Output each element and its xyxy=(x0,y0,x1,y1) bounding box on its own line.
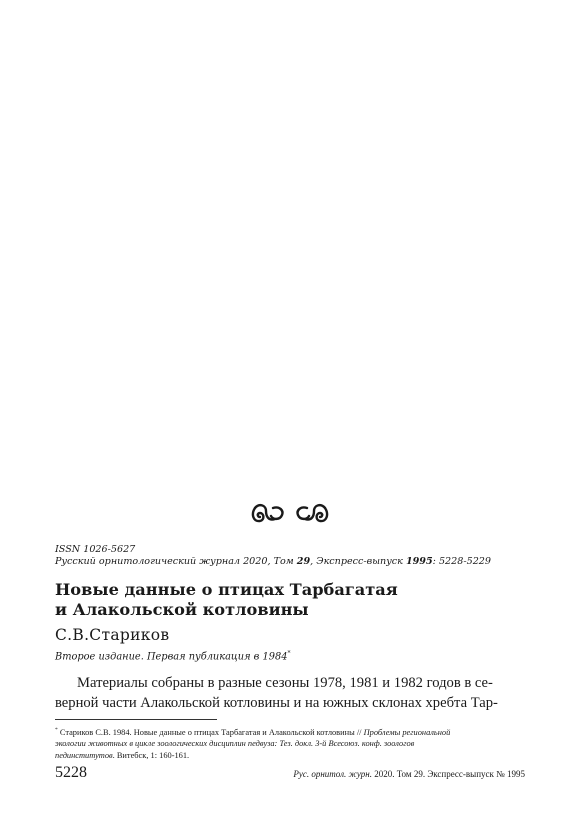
body-line: верной части Алакольской котловины и на южных склонах хребта Тар- xyxy=(55,695,498,711)
footnote-citation-plain: Стариков С.В. 1984. Новые данные о птицах Тарбагатая и Алакольской котловины // xyxy=(57,727,364,737)
edition-note-text: Второе издание. Первая публикация в 1984 xyxy=(55,651,288,663)
article-title-line2: и Алакольской котловины xyxy=(55,600,309,619)
edition-note xyxy=(55,650,290,662)
footnote-divider xyxy=(55,719,217,720)
footnote-mark: * xyxy=(55,727,58,733)
footnote-line xyxy=(55,750,530,762)
ornament-fleuron xyxy=(0,500,580,530)
fleuron-icon xyxy=(249,500,331,526)
footnote-citation-italic: пединститутов xyxy=(55,750,113,760)
body-line: Материалы собраны в разные сезоны 1978, 1981 и 1982 годов в се- xyxy=(77,675,493,691)
article-body xyxy=(55,673,525,713)
running-footer-journal: Рус. орнитол. журн. xyxy=(293,769,372,779)
footnote xyxy=(55,725,530,761)
journal-citation-line xyxy=(55,556,525,568)
journal-pages: : 5228-5229 xyxy=(432,556,492,567)
footnote-citation-italic: экологии животных в цикле зоологических дисциплин педвуза: Тез. докл. 3-й Всесоюз. конф. зоологов xyxy=(55,739,415,749)
article-title xyxy=(55,580,525,620)
footnote-citation-italic: Проблемы региональной xyxy=(363,727,451,737)
article-title-line1: Новые данные о птицах Тарбагатая xyxy=(55,580,398,599)
footnote-citation-plain: . Витебск, 1: 160-161. xyxy=(112,750,190,760)
journal-issue-prefix: , Экспресс-выпуск xyxy=(310,556,406,567)
footnote-line xyxy=(55,725,530,738)
issn-line: ISSN 1026-5627 xyxy=(55,544,136,555)
running-footer-issue: 2020. Том 29. Экспресс-выпуск № 1995 xyxy=(371,769,525,779)
article-author: С.В.Стариков xyxy=(55,626,170,644)
footnote-line xyxy=(55,738,530,750)
journal-volume: 29 xyxy=(296,556,311,567)
running-footer xyxy=(293,769,525,779)
footnote-reference-mark[interactable]: * xyxy=(287,650,291,657)
journal-prefix: Русский орнитологический журнал 2020, Том xyxy=(55,556,297,567)
journal-issue: 1995 xyxy=(405,556,433,567)
page-number: 5228 xyxy=(55,764,87,781)
